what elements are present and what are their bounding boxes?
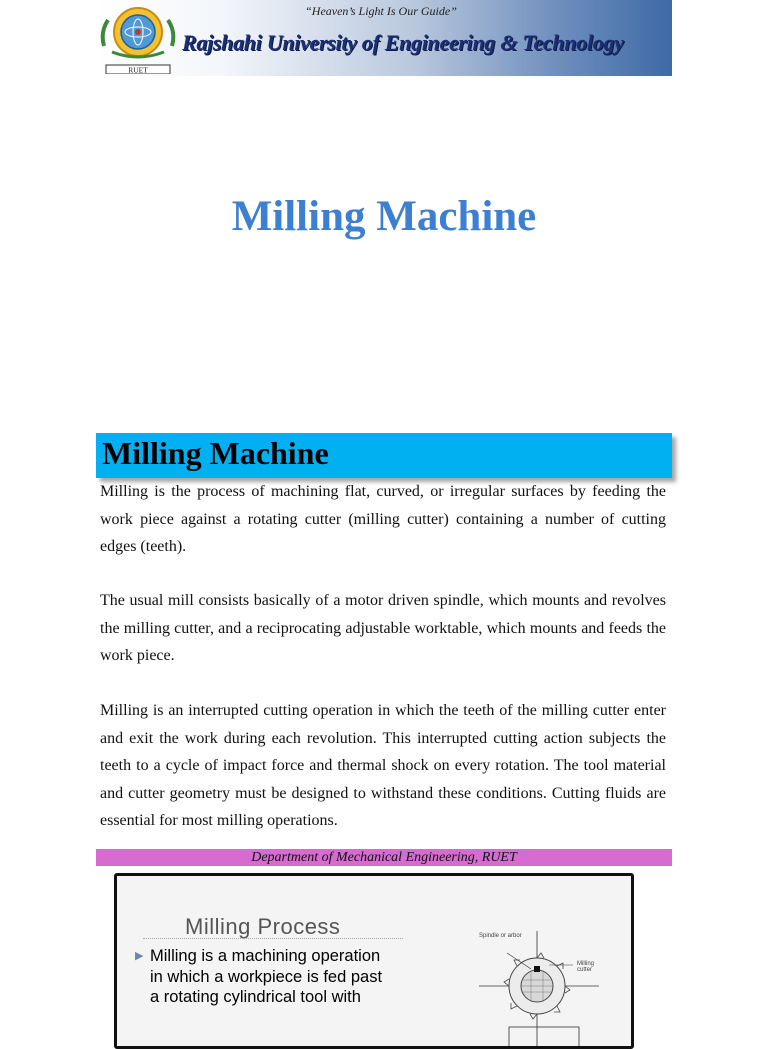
- spindle-label: Spindle or arbor: [479, 933, 522, 939]
- embedded-slide: [114, 873, 634, 1049]
- motto: “Heaven’s Light Is Our Guide”: [305, 4, 457, 18]
- cutter-label: Milling cutter: [577, 961, 595, 973]
- paragraph-interrupted-cutting: Milling is an interrupted cutting operation in which the teeth of the milling cutter enter and exit the work during each revolution. This interrupted cutting action subjects the teeth to a cycle of impact force and thermal shock on every rotation. The tool material and cutter geometry must be designed to withstand these conditions. Cutting fluids are essential for most milling operations.: [100, 702, 666, 829]
- slide-title-divider: [143, 938, 403, 939]
- document-title: Milling Machine: [231, 193, 537, 240]
- bullet-arrow-icon: ▶: [135, 949, 144, 962]
- slide-bullet-text: Milling is a machining operation in which a workpiece is fed past a rotating cylindrical tool with: [150, 947, 383, 1006]
- slide-title: Milling Process: [185, 914, 341, 939]
- milling-cutter-diagram: [469, 931, 619, 1049]
- paragraph-definition: Milling is the process of machining flat, curved, or irregular surfaces by feeding the work piece against a rotating cutter (milling cutter) containing a number of cutting edges (teeth).: [100, 483, 666, 555]
- footer-bar: [96, 849, 672, 866]
- university-banner: [96, 0, 672, 76]
- paragraph-mill-components: The usual mill consists basically of a motor driven spindle, which mounts and revolves the milling cutter, and a reciprocating adjustable worktable, which mounts and feeds the work piece.: [100, 592, 666, 664]
- section-heading: Milling Machine: [102, 435, 329, 471]
- ruet-logo-icon: [98, 2, 178, 74]
- department-footer: Department of Mechanical Engineering, RUET: [251, 850, 517, 865]
- university-name: Rajshahi University of Engineering & Technology: [182, 30, 624, 55]
- logo-text: RUET: [128, 65, 148, 74]
- milling-cutter-icon: [469, 931, 619, 1049]
- section-heading-bar: [96, 433, 672, 478]
